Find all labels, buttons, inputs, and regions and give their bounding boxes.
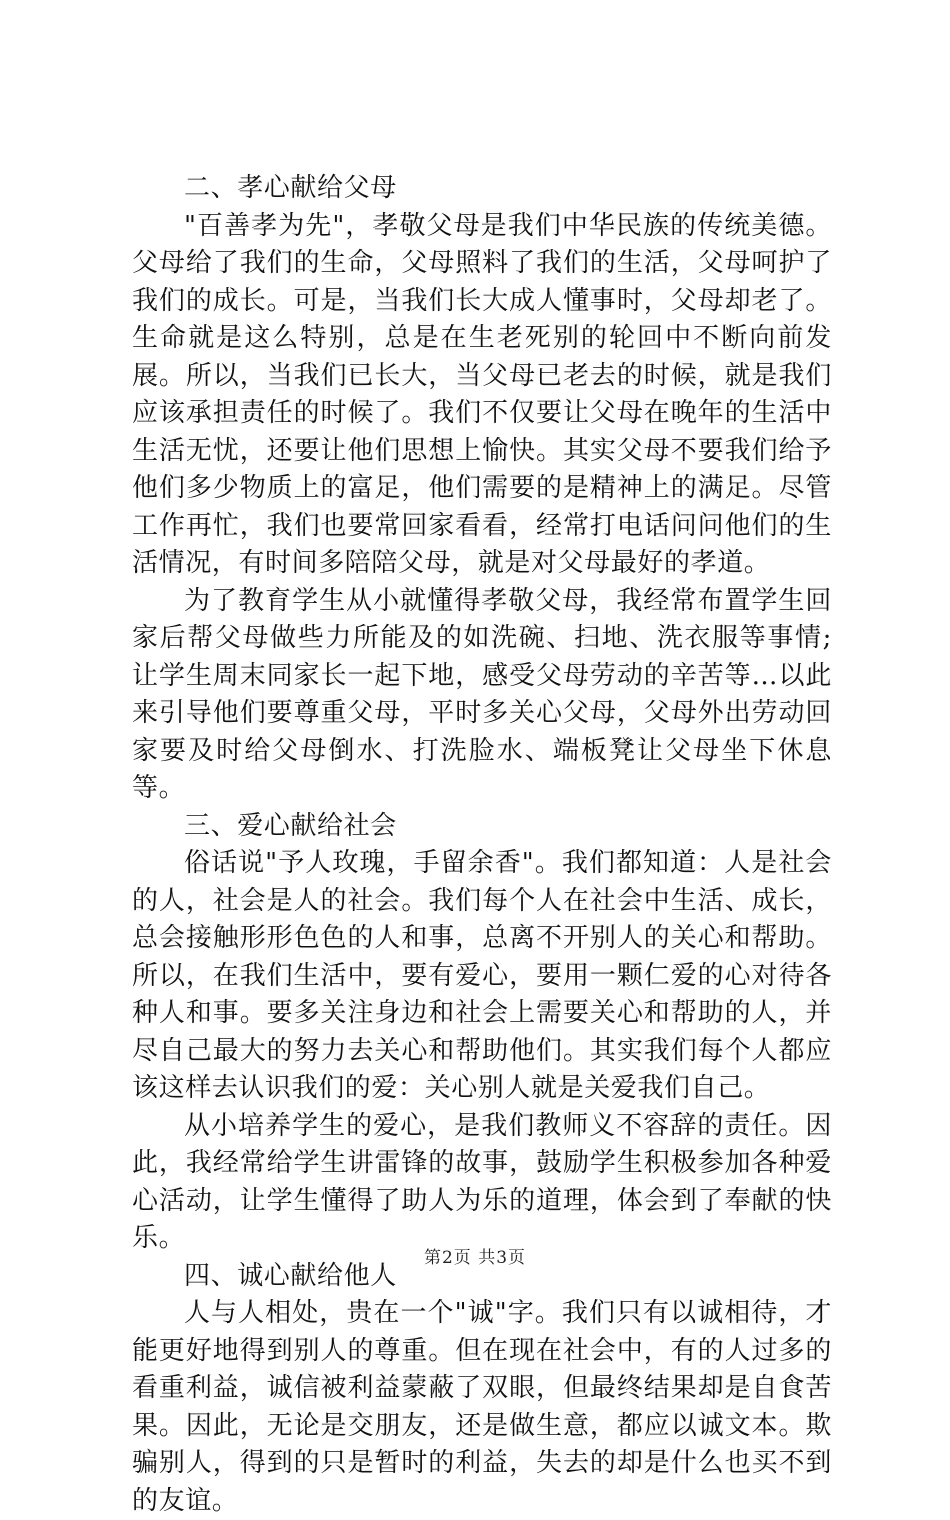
section-heading: 二、孝心献给父母 (184, 173, 397, 203)
section-paragraph: 从小培养学生的爱心，是我们教师义不容辞的责任。因此，我经常给学生讲雷锋的故事，鼓励学生积极参加各种爱心活动，让学生懂得了助人为乐的道理，体会到了奉献的快乐。 (132, 1110, 832, 1253)
section-paragraph: 俗话说"予人玫瑰，手留余香"。我们都知道：人是社会的人，社会是人的社会。我们每个人在社会中生活、成长，总会接触形形色色的人和事，总离不开别人的关心和帮助。所以，在我们生活中，要有爱心，要用一颗仁爱的心对待各种人和事。要多关注身边和社会上需要关心和帮助的人，并尽自己最大的努力去关心和帮助他们。其实我们每个人都应该这样去认识我们的爱：关心别人就是关爱我们自己。 (132, 848, 832, 1103)
page-number-footer: 第2页 共3页 (423, 1248, 527, 1268)
section-heading: 四、诚心献给他人 (184, 1260, 397, 1291)
section-heading: 三、爱心献给社会 (184, 810, 397, 841)
section-paragraph: 人与人相处，贵在一个"诚"字。我们只有以诚相待，才能更好地得到别人的尊重。但在现在社会中，有的人过多的看重利益，诚信被利益蒙蔽了双眼，但最终结果却是自食苦果。因此，无论是交朋友，还是做生意，都应以诚文本。欺骗别人，得到的只是暂时的利益，失去的却是什么也买不到的友谊。 (132, 1298, 832, 1516)
section-paragraph: "百善孝为先"，孝敬父母是我们中华民族的传统美德。父母给了我们的生命，父母照料了我们的生活，父母呵护了我们的成长。可是，当我们长大成人懂事时，父母却老了。生命就是这么特别，总是在生老死别的轮回中不断向前发展。所以，当我们已长大，当父母已老去的时候，就是我们应该承担责任的时候了。我们不仅要让父母在晚年的生活中生活无忧，还要让他们思想上愉快。其实父母不要我们给予他们多少物质上的富足，他们需要的是精神上的满足。尽管工作再忙，我们也要常回家看看，经常打电话问问他们的生活情况，有时间多陪陪父母，就是对父母最好的孝道。 (132, 210, 832, 578)
section-paragraph: 为了教育学生从小就懂得孝敬父母，我经常布置学生回家后帮父母做些力所能及的如洗碗、扫地、洗衣服等事情;让学生周末同家长一起下地，感受父母劳动的辛苦等…以此来引导他们要尊重父母，平时多关心父母，父母外出劳动回家要及时给父母倒水、打洗脸水、端板凳让父母坐下休息等。 (132, 585, 832, 803)
document-page (132, 170, 832, 1520)
